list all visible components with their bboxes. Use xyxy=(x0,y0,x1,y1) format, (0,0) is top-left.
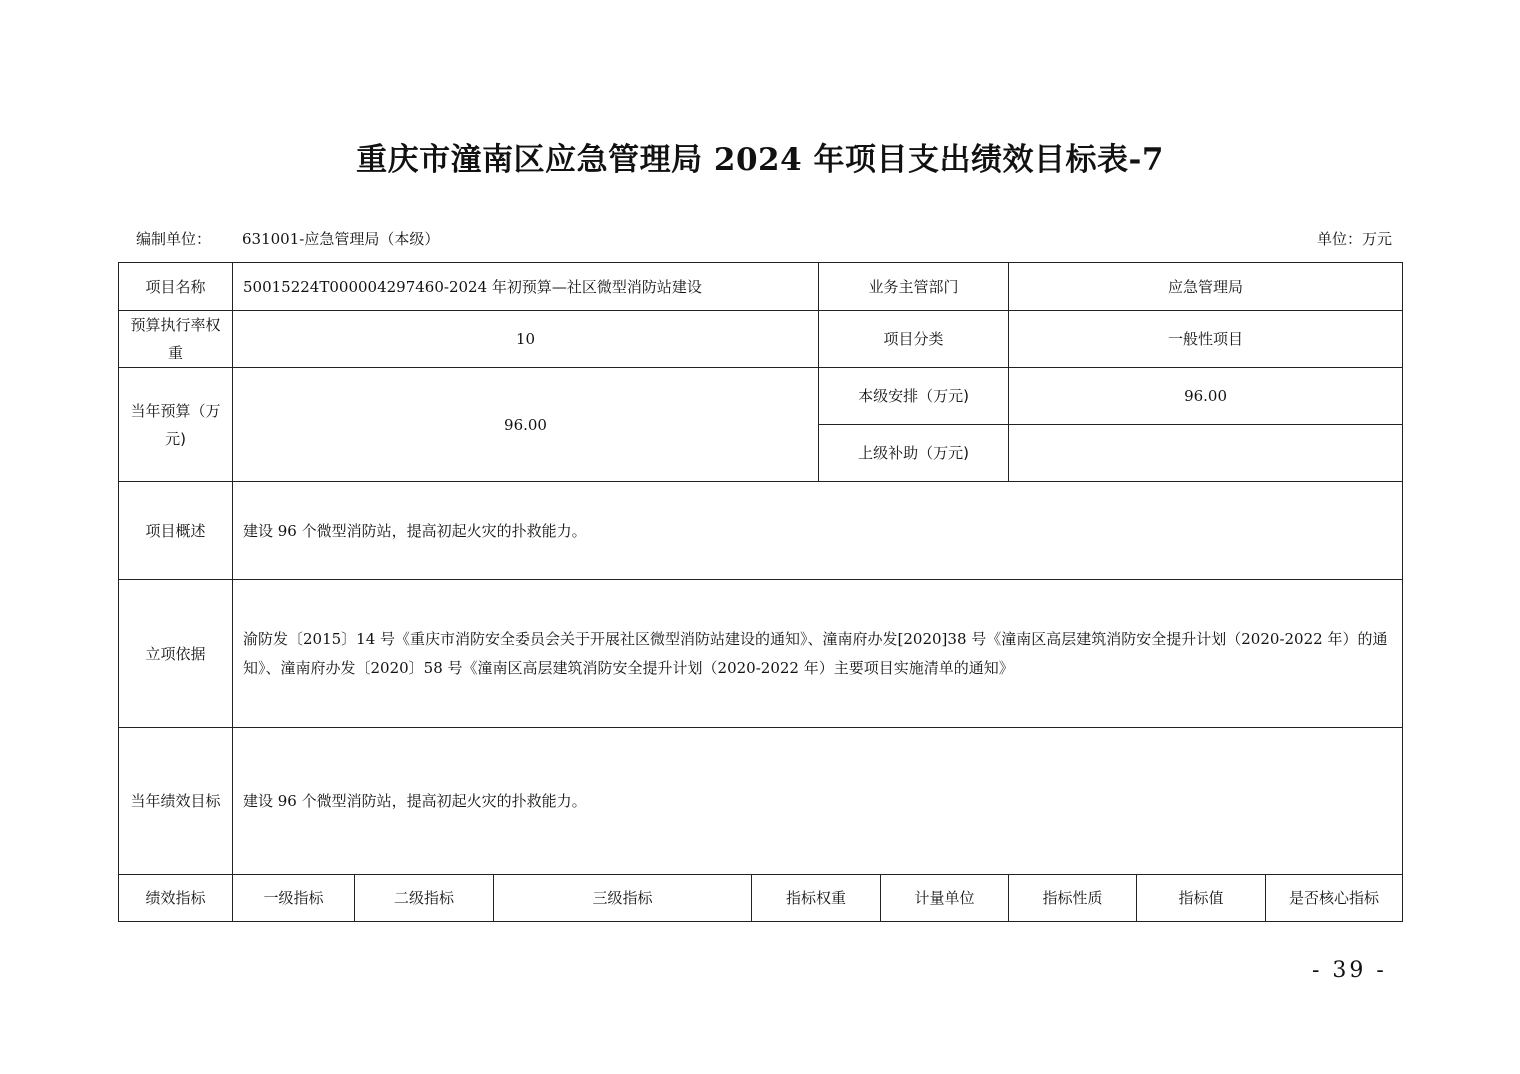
basis-label: 立项依据 xyxy=(119,580,233,728)
budget-value: 96.00 xyxy=(233,368,819,482)
indicator-header-core: 是否核心指标 xyxy=(1266,875,1403,922)
project-name-label: 项目名称 xyxy=(119,263,233,311)
indicator-header-weight: 指标权重 xyxy=(752,875,881,922)
row-basis xyxy=(119,580,1403,728)
local-label: 本级安排（万元) xyxy=(819,368,1009,425)
goal-value: 建设 96 个微型消防站，提高初起火灾的扑救能力。 xyxy=(233,728,1403,875)
page-number: - 39 - xyxy=(1312,958,1387,983)
dept-label: 业务主管部门 xyxy=(819,263,1009,311)
budget-label: 当年预算（万元) xyxy=(119,368,233,482)
compiler-label: 编制单位： xyxy=(136,230,212,248)
indicator-label: 绩效指标 xyxy=(119,875,233,922)
upper-label: 上级补助（万元) xyxy=(819,425,1009,482)
local-value: 96.00 xyxy=(1009,368,1403,425)
basis-value: 渝防发〔2015〕14 号《重庆市消防安全委员会关于开展社区微型消防站建设的通知》、潼南府办发[2020]38 号《潼南区高层建筑消防安全提升计划（2020-2022 年）的通知》、潼南府办发〔2020〕58 号《潼南区高层建筑消防安全提升计划（2020-2022 年）主要项目实施清单的通知》 xyxy=(233,580,1403,728)
exec-rate-value: 10 xyxy=(233,311,819,368)
project-name-value: 50015224T000004297460-2024 年初预算—社区微型消防站建设 xyxy=(233,263,819,311)
overview-value: 建设 96 个微型消防站，提高初起火灾的扑救能力。 xyxy=(233,482,1403,580)
category-value: 一般性项目 xyxy=(1009,311,1403,368)
indicator-header-unit: 计量单位 xyxy=(881,875,1009,922)
row-overview xyxy=(119,482,1403,580)
goal-label: 当年绩效目标 xyxy=(119,728,233,875)
unit-text: 单位：万元 xyxy=(1316,230,1392,248)
indicator-header-nature: 指标性质 xyxy=(1009,875,1137,922)
row-exec-rate xyxy=(119,311,1403,368)
upper-value xyxy=(1009,425,1403,482)
indicator-header-level1: 一级指标 xyxy=(233,875,355,922)
row-project-name xyxy=(119,263,1403,311)
row-budget-local xyxy=(119,368,1403,425)
document-title: 重庆市潼南区应急管理局 2024 年项目支出绩效目标表-7 xyxy=(356,142,1164,178)
row-goal xyxy=(119,728,1403,875)
indicator-header-level2: 二级指标 xyxy=(355,875,494,922)
category-label: 项目分类 xyxy=(819,311,1009,368)
exec-rate-label: 预算执行率权重 xyxy=(119,311,233,368)
performance-table xyxy=(118,262,1403,922)
row-indicator-headers xyxy=(119,875,1403,922)
indicator-header-value: 指标值 xyxy=(1137,875,1266,922)
indicator-header-level3: 三级指标 xyxy=(494,875,752,922)
dept-value: 应急管理局 xyxy=(1009,263,1403,311)
compiler-value: 631001-应急管理局（本级） xyxy=(242,230,440,248)
overview-label: 项目概述 xyxy=(119,482,233,580)
